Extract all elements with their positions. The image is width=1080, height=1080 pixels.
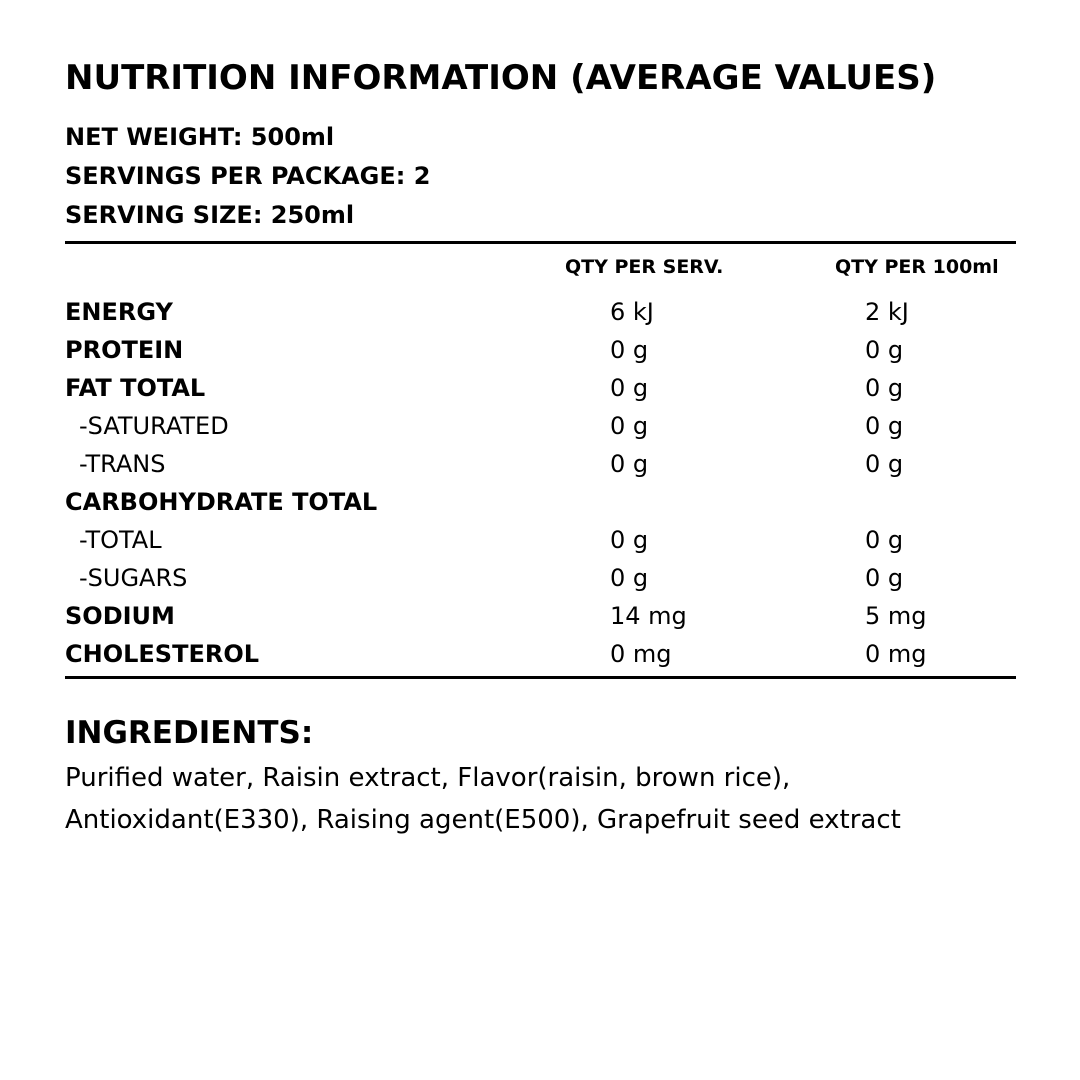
serving-size: SERVING SIZE: 250ml [65, 201, 355, 229]
qty-per-serving: 0 g [610, 526, 649, 554]
qty-per-100ml: 0 g [865, 526, 904, 554]
nutrient-name: -TRANS [79, 450, 166, 478]
table-row [0, 602, 1080, 640]
ingredients-heading: INGREDIENTS: [65, 715, 314, 751]
nutrient-name: ENERGY [65, 298, 173, 326]
table-row [0, 526, 1080, 564]
qty-per-serving: 0 g [610, 412, 649, 440]
page-title: NUTRITION INFORMATION (AVERAGE VALUES) [65, 58, 937, 98]
nutrient-name: -TOTAL [79, 526, 162, 554]
table-row [0, 488, 1080, 526]
table-top-rule [65, 241, 1016, 244]
nutrient-name: -SATURATED [79, 412, 229, 440]
nutrient-name: FAT TOTAL [65, 374, 206, 402]
nutrient-name: -SUGARS [79, 564, 188, 592]
qty-per-serving: 6 kJ [610, 298, 654, 326]
table-bottom-rule [65, 676, 1016, 679]
nutrient-name: CARBOHYDRATE TOTAL [65, 488, 378, 516]
qty-per-100ml: 0 g [865, 374, 904, 402]
nutrient-name: CHOLESTEROL [65, 640, 260, 668]
qty-per-100ml: 5 mg [865, 602, 927, 630]
qty-per-serving: 0 g [610, 564, 649, 592]
table-row [0, 298, 1080, 336]
nutrient-name: PROTEIN [65, 336, 184, 364]
table-row [0, 336, 1080, 374]
nutrient-name: SODIUM [65, 602, 175, 630]
qty-per-100ml: 2 kJ [865, 298, 909, 326]
qty-per-serving: 14 mg [610, 602, 687, 630]
table-row [0, 450, 1080, 488]
net-weight: NET WEIGHT: 500ml [65, 123, 335, 151]
qty-per-100ml: 0 g [865, 564, 904, 592]
qty-per-serving: 0 g [610, 450, 649, 478]
table-row [0, 412, 1080, 450]
qty-per-100ml: 0 g [865, 336, 904, 364]
qty-per-serving: 0 g [610, 374, 649, 402]
qty-per-100ml: 0 g [865, 412, 904, 440]
servings-per-package: SERVINGS PER PACKAGE: 2 [65, 162, 431, 190]
column-header-per-serving: QTY PER SERV. [565, 256, 724, 278]
ingredients-text: Purified water, Raisin extract, Flavor(raisin, brown rice), Antioxidant(E330), Raising agent(E500), Grapefruit seed extract [65, 763, 901, 835]
table-row [0, 640, 1080, 678]
qty-per-serving: 0 g [610, 336, 649, 364]
qty-per-100ml: 0 mg [865, 640, 927, 668]
table-row [0, 564, 1080, 602]
table-row [0, 374, 1080, 412]
qty-per-100ml: 0 g [865, 450, 904, 478]
qty-per-serving: 0 mg [610, 640, 672, 668]
column-header-per-100ml: QTY PER 100ml [835, 256, 999, 278]
